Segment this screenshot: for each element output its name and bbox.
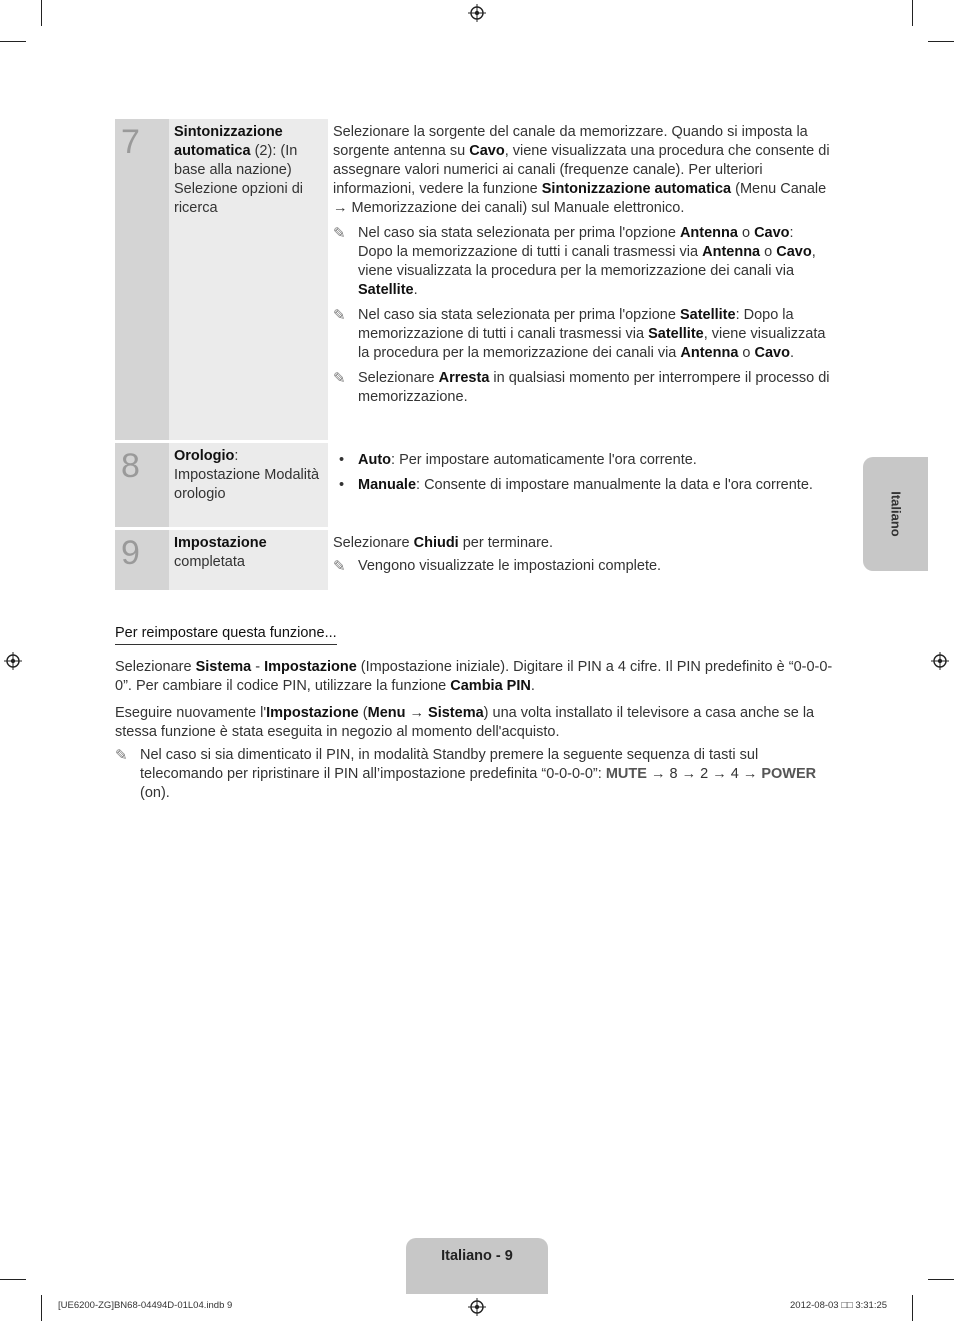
step-label-text: : Impostazione Modalità orologio (174, 448, 320, 502)
registration-mark-icon (468, 4, 486, 22)
note-icon: ✎ (333, 370, 346, 387)
step-paragraph: Selezionare Chiudi per terminare. (333, 535, 554, 551)
step-label (169, 443, 328, 527)
crop-mark (0, 41, 26, 42)
registration-mark-icon (4, 652, 22, 670)
registration-mark-icon (931, 652, 949, 670)
step-description (328, 530, 835, 590)
bullet-icon: • (339, 452, 345, 468)
step-label (169, 530, 328, 590)
step-number: 7 (115, 119, 169, 440)
language-label: Italiano (888, 491, 903, 537)
footer-file-info: [UE6200-ZG]BN68-04494D-01L04.indb 9 (58, 1300, 233, 1311)
note: ✎ Nel caso sia stata selezionata per prima l'opzione Satellite: Dopo la memorizzazione di tutti i canali trasmessi via Satellite, viene visualizzata la procedura per la memorizzazione dei canali via Antenna o Cavo. (333, 307, 826, 361)
setup-steps-table (115, 119, 835, 590)
crop-mark (912, 1295, 913, 1321)
step-8 (115, 443, 835, 530)
footer-timestamp: 2012-08-03 □□ 3:31:25 (790, 1300, 888, 1311)
crop-mark (928, 41, 954, 42)
note-icon: ✎ (333, 225, 346, 242)
note: ✎ Selezionare Arresta in qualsiasi momento per interrompere il processo di memorizzazione. (333, 370, 830, 405)
crop-mark (912, 0, 913, 26)
reset-section (115, 624, 835, 803)
step-description (328, 119, 835, 440)
step-label (169, 119, 328, 440)
note-icon: ✎ (333, 558, 346, 575)
note-icon: ✎ (115, 747, 128, 764)
step-label-bold: Impostazione (174, 535, 267, 551)
step-label-text: (2): (In base alla nazione) Selezione opzioni di ricerca (174, 143, 303, 216)
list-item: • Auto: Per impostare automaticamente l'ora corrente. (333, 451, 831, 470)
list-item: • Manuale: Consente di impostare manualmente la data e l'ora corrente. (333, 476, 831, 495)
step-label-bold: Sintonizzazione automatica (174, 124, 283, 159)
step-7 (115, 119, 835, 443)
registration-mark-icon (468, 1298, 486, 1316)
note: ✎ Vengono visualizzate le impostazioni complete. (333, 558, 662, 575)
step-number: 8 (115, 443, 169, 527)
step-label-bold: Orologio (174, 448, 235, 464)
bullet-icon: • (339, 477, 345, 493)
step-number: 9 (115, 530, 169, 590)
language-side-tab (863, 457, 928, 571)
paragraph: Selezionare Sistema - Impostazione (Impostazione iniziale). Digitare il PIN a 4 cifre. Il PIN predefinito è “0-0-0-0”. Per cambiare il codice PIN, utilizzare la funzione Cambia PIN. (115, 659, 833, 694)
step-description (328, 443, 835, 527)
crop-mark (0, 1279, 26, 1280)
step-label-text: completata (174, 554, 245, 570)
section-title: Per reimpostare questa funzione... (115, 624, 337, 645)
note: ✎ Nel caso sia stata selezionata per prima l'opzione Antenna o Cavo: Dopo la memorizzazione di tutti i canali trasmessi via Antenna o Cavo, viene visualizzata la procedura per la memorizzazione dei canali via Satellite. (333, 225, 816, 298)
crop-mark (41, 0, 42, 26)
note: ✎ Nel caso si sia dimenticato il PIN, in modalità Standby premere la seguente sequenza di tasti sul telecomando per ripristinare il PIN all’impostazione predefinita “0-0-0-0”: MUTE → 8 → 2 → 4 → POWER (on). (115, 747, 817, 801)
crop-mark (41, 1295, 42, 1321)
step-9 (115, 530, 835, 590)
page-number-tab: Italiano - 9 (406, 1238, 548, 1294)
crop-mark (928, 1279, 954, 1280)
paragraph: Eseguire nuovamente l'Impostazione (Menu → Sistema) una volta installato il televisore a casa anche se la stessa funzione è stata eseguita in negozio al momento dell'acquisto. (115, 705, 815, 740)
note-icon: ✎ (333, 307, 346, 324)
step-paragraph: Selezionare la sorgente del canale da memorizzare. Quando si imposta la sorgente antenna su Cavo, viene visualizzata una procedura che consente di assegnare valori numerici ai canali (frequenze canale). Per ulteriori informazioni, vedere la funzione Sintonizzazione automatica (Menu Canale → Memorizzazione dei canali) sul Manuale elettronico. (333, 124, 830, 216)
